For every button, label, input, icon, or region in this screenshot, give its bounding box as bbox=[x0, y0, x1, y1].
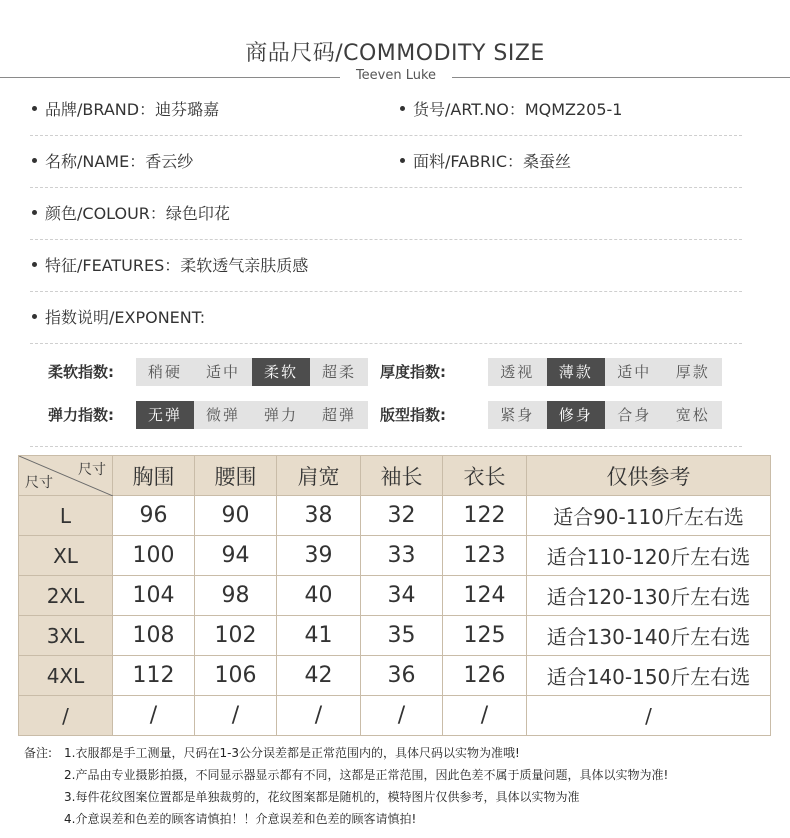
reference-cell: 适合130-140斤左右选 bbox=[527, 616, 771, 656]
notes bbox=[24, 742, 668, 830]
note-text: 3.每件花纹图案位置都是单独裁剪的，花纹图案都是随机的，模特图片仅供参考，具体以实物为准 bbox=[64, 790, 580, 804]
reference-cell: 适合140-150斤左右选 bbox=[527, 656, 771, 696]
reference-cell: 适合120-130斤左右选 bbox=[527, 576, 771, 616]
header-shoulder: 肩宽 bbox=[277, 456, 361, 496]
size-cell: / bbox=[19, 696, 113, 736]
size-cell: 4XL bbox=[19, 656, 113, 696]
size-table bbox=[18, 455, 771, 736]
measurement-cell: 124 bbox=[443, 576, 527, 616]
thickness-label: 厚度指数: bbox=[380, 363, 446, 381]
corner-top-label: 尺寸 bbox=[78, 462, 106, 478]
measurement-cell: / bbox=[195, 696, 277, 736]
measurement-cell: 34 bbox=[361, 576, 443, 616]
softness-option: 稍硬 bbox=[147, 363, 182, 381]
size-cell: XL bbox=[19, 536, 113, 576]
table-row bbox=[19, 656, 771, 696]
fit-label: 版型指数: bbox=[380, 406, 446, 424]
reference-cell: 适合90-110斤左右选 bbox=[527, 496, 771, 536]
header-sleeve: 袖长 bbox=[361, 456, 443, 496]
size-corner-cell bbox=[19, 456, 113, 496]
measurement-cell: 112 bbox=[113, 656, 195, 696]
measurement-cell: 90 bbox=[195, 496, 277, 536]
elasticity-option: 弹力 bbox=[263, 406, 298, 424]
note-text: 1.衣服都是手工测量，尺码在1-3公分误差都是正常范围内的，具体尺码以实物为准哦! bbox=[64, 746, 520, 760]
thickness-option: 透视 bbox=[500, 363, 535, 381]
title-divider-left bbox=[0, 77, 340, 78]
header-length: 衣长 bbox=[443, 456, 527, 496]
measurement-cell: 96 bbox=[113, 496, 195, 536]
title-divider-right bbox=[452, 77, 790, 78]
measurement-cell: / bbox=[277, 696, 361, 736]
measurement-cell: / bbox=[361, 696, 443, 736]
softness-option: 超柔 bbox=[321, 363, 356, 381]
measurement-cell: 32 bbox=[361, 496, 443, 536]
elasticity-scale bbox=[136, 401, 368, 429]
measurement-cell: 104 bbox=[113, 576, 195, 616]
brand-field bbox=[32, 84, 219, 136]
table-row bbox=[19, 576, 771, 616]
features-text: 特征/FEATURES：柔软透气亲肤质感 bbox=[45, 256, 309, 275]
measurement-cell: 36 bbox=[361, 656, 443, 696]
measurement-cell: 98 bbox=[195, 576, 277, 616]
fit-option: 紧身 bbox=[500, 406, 535, 424]
measurement-cell: / bbox=[113, 696, 195, 736]
elasticity-option: 无弹 bbox=[136, 401, 194, 429]
note-item bbox=[24, 742, 668, 764]
measurement-cell: 40 bbox=[277, 576, 361, 616]
measurement-cell: 108 bbox=[113, 616, 195, 656]
info-row-name bbox=[30, 136, 742, 188]
features-field bbox=[32, 240, 308, 292]
table-row bbox=[19, 696, 771, 736]
name-text: 名称/NAME：香云纱 bbox=[45, 152, 194, 171]
softness-option: 适中 bbox=[205, 363, 240, 381]
header-waist: 腰围 bbox=[195, 456, 277, 496]
corner-bottom-label: 尺寸 bbox=[25, 475, 53, 491]
bullet-icon bbox=[400, 106, 405, 111]
note-item bbox=[24, 786, 668, 808]
info-row-features bbox=[30, 240, 742, 292]
fit-option: 修身 bbox=[547, 401, 606, 429]
thickness-option: 厚款 bbox=[675, 363, 710, 381]
elasticity-option: 微弹 bbox=[205, 406, 240, 424]
measurement-cell: 35 bbox=[361, 616, 443, 656]
size-cell: 2XL bbox=[19, 576, 113, 616]
table-row bbox=[19, 496, 771, 536]
measurement-cell: 39 bbox=[277, 536, 361, 576]
note-text: 4.介意误差和色差的顾客请慎拍！！介意误差和色差的顾客请慎拍! bbox=[64, 812, 417, 826]
measurement-cell: 102 bbox=[195, 616, 277, 656]
fit-option: 合身 bbox=[617, 406, 652, 424]
measurement-cell: 123 bbox=[443, 536, 527, 576]
indices-divider bbox=[30, 446, 742, 447]
size-cell: L bbox=[19, 496, 113, 536]
bullet-icon bbox=[32, 262, 37, 267]
measurement-cell: 122 bbox=[443, 496, 527, 536]
measurement-cell: / bbox=[443, 696, 527, 736]
measurement-cell: 41 bbox=[277, 616, 361, 656]
fit-option: 宽松 bbox=[675, 406, 710, 424]
page-title: 商品尺码/COMMODITY SIZE bbox=[245, 41, 545, 66]
table-row bbox=[19, 616, 771, 656]
art-no-text: 货号/ART.NO：MQMZ205-1 bbox=[413, 100, 623, 119]
exponent-text: 指数说明/EXPONENT: bbox=[45, 308, 206, 327]
colour-field bbox=[32, 188, 230, 240]
measurement-cell: 38 bbox=[277, 496, 361, 536]
thickness-option: 薄款 bbox=[547, 358, 606, 386]
reference-cell: / bbox=[527, 696, 771, 736]
fit-scale bbox=[488, 401, 722, 429]
name-field bbox=[32, 136, 193, 188]
elasticity-label: 弹力指数: bbox=[48, 406, 114, 424]
bullet-icon bbox=[32, 314, 37, 319]
measurement-cell: 42 bbox=[277, 656, 361, 696]
bullet-icon bbox=[32, 210, 37, 215]
softness-scale bbox=[136, 358, 368, 386]
notes-head: 备注: bbox=[24, 746, 53, 760]
thickness-scale bbox=[488, 358, 722, 386]
softness-label: 柔软指数: bbox=[48, 363, 114, 381]
measurement-cell: 126 bbox=[443, 656, 527, 696]
fabric-text: 面料/FABRIC：桑蚕丝 bbox=[413, 152, 572, 171]
reference-cell: 适合110-120斤左右选 bbox=[527, 536, 771, 576]
bullet-icon bbox=[400, 158, 405, 163]
header-reference: 仅供参考 bbox=[527, 456, 771, 496]
note-text: 2.产品由专业摄影拍摄，不同显示器显示都有不同，这都是正常范围，因此色差不属于质量问题，具体以实物为准! bbox=[64, 768, 669, 782]
elasticity-option: 超弹 bbox=[321, 406, 356, 424]
size-cell: 3XL bbox=[19, 616, 113, 656]
exponent-field bbox=[32, 292, 205, 344]
note-item bbox=[24, 764, 668, 786]
size-table-header bbox=[19, 456, 771, 496]
thickness-option: 适中 bbox=[617, 363, 652, 381]
table-row bbox=[19, 536, 771, 576]
measurement-cell: 125 bbox=[443, 616, 527, 656]
info-row-colour bbox=[30, 188, 742, 240]
info-row-exponent bbox=[30, 292, 742, 344]
measurement-cell: 106 bbox=[195, 656, 277, 696]
colour-text: 颜色/COLOUR：绿色印花 bbox=[45, 204, 230, 223]
art-no-field bbox=[400, 84, 622, 136]
measurement-cell: 100 bbox=[113, 536, 195, 576]
brand-subtitle: Teeven Luke bbox=[355, 68, 437, 83]
info-row-brand bbox=[30, 84, 742, 136]
bullet-icon bbox=[32, 158, 37, 163]
header-chest: 胸围 bbox=[113, 456, 195, 496]
note-item bbox=[24, 808, 668, 830]
bullet-icon bbox=[32, 106, 37, 111]
measurement-cell: 94 bbox=[195, 536, 277, 576]
fabric-field bbox=[400, 136, 571, 188]
measurement-cell: 33 bbox=[361, 536, 443, 576]
brand-text: 品牌/BRAND：迪芬璐嘉 bbox=[45, 100, 220, 119]
softness-option: 柔软 bbox=[252, 358, 310, 386]
